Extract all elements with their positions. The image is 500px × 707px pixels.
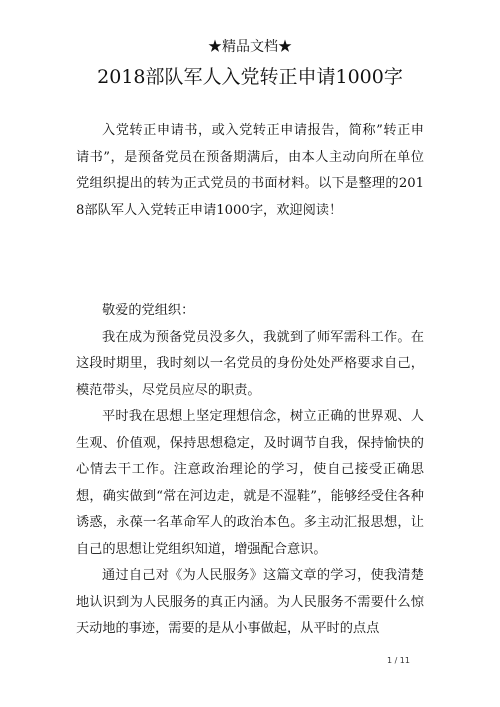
body-paragraph-3: 通过自己对《为人民服务》这篇文章的学习，使我清楚地认识到为人民服务的真正内涵。为人民服务不需要什么惊天动地的事迹，需要的是从小事做起，从平时的点点 [76,568,424,636]
body-paragraph-2: 平时我在思想上坚定理想信念，树立正确的世界观、人生观、价值观，保持思想稳定，及时调节自我，保持愉快的心情去干工作。注意政治理论的学习，使自己接受正确思想，确实做到“常在河边走，就是不湿鞋”，能够经受住各种诱惑，永葆一名革命军人的政治本色。多主动汇报思想，让自己的思想让党组织知道，增强配合意识。 [76,409,424,557]
body-paragraph-1: 我在成为预备党员没多久，我就到了师军需科工作。在这段时期里，我时刻以一名党员的身份处处严格要求自己，模范带头，尽党员应尽的职责。 [76,329,424,398]
letter-body [76,298,424,643]
header-mark: ★精品文档★ [208,39,292,55]
intro-block [76,118,424,224]
salutation: 敬爱的党组织： [102,303,195,318]
intro-paragraph: 入党转正申请书，或入党转正申请报告，简称”转正申请书”，是预备党员在预备期满后，由本人主动向所在单位党组织提出的转为正式党员的书面材料。以下是整理的2018部队军人入党转正申请1000字，欢迎阅读！ [76,123,424,218]
document-title: 2018部队军人入党转正申请1000字 [97,66,403,88]
page-number: 1 / 11 [386,656,410,665]
